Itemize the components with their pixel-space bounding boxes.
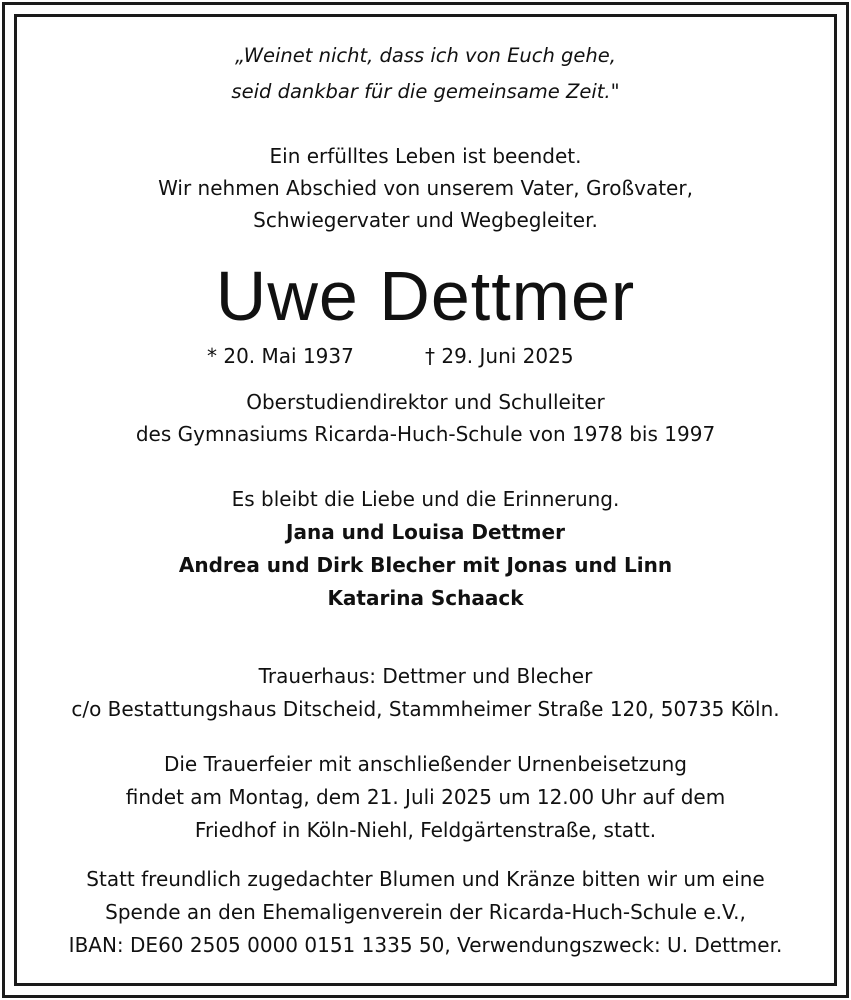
- quote-line-1: „Weinet nicht, dass ich von Euch gehe,: [235, 44, 616, 67]
- mourner-name: Jana und Louisa Dettmer: [286, 520, 565, 544]
- ceremony-line-1: Die Trauerfeier mit anschließender Urnenbeisetzung: [163, 752, 688, 776]
- donation-line-2: Spende an den Ehemaligenverein der Ricarda-Huch-Schule e.V.,: [105, 900, 746, 924]
- donation-line-1: Statt freundlich zugedachter Blumen und Kränze bitten wir um eine: [86, 867, 765, 891]
- donation-line-3: IBAN: DE60 2505 0000 0151 1335 50, Verwendungszweck: U. Dettmer.: [68, 933, 783, 957]
- birth-date: * 20. Mai 1937: [207, 344, 354, 368]
- deceased-name: Uwe Dettmer: [215, 257, 636, 335]
- mourner-name: Andrea und Dirk Blecher mit Jonas und Linn: [178, 553, 673, 577]
- ceremony-line-2: findet am Montag, dem 21. Juli 2025 um 12.00 Uhr auf dem: [125, 785, 726, 809]
- career-line-1: Oberstudiendirektor und Schulleiter: [246, 390, 605, 414]
- death-date: † 29. Juni 2025: [425, 344, 574, 368]
- mourner-name: Katarina Schaack: [327, 586, 524, 610]
- intro-line-1: Ein erfülltes Leben ist beendet.: [269, 144, 582, 168]
- ceremony-line-3: Friedhof in Köln-Niehl, Feldgärtenstraße, statt.: [194, 818, 657, 842]
- address-line-1: Trauerhaus: Dettmer und Blecher: [258, 664, 593, 688]
- career-line-2: des Gymnasiums Ricarda-Huch-Schule von 1978 bis 1997: [135, 422, 716, 446]
- intro-line-2: Wir nehmen Abschied von unserem Vater, Großvater,: [158, 176, 693, 200]
- mourners-intro: Es bleibt die Liebe und die Erinnerung.: [231, 487, 620, 511]
- quote-line-2: seid dankbar für die gemeinsame Zeit.": [231, 80, 620, 103]
- intro-line-3: Schwiegervater und Wegbegleiter.: [253, 208, 598, 232]
- address-line-2: c/o Bestattungshaus Ditscheid, Stammheimer Straße 120, 50735 Köln.: [71, 697, 780, 721]
